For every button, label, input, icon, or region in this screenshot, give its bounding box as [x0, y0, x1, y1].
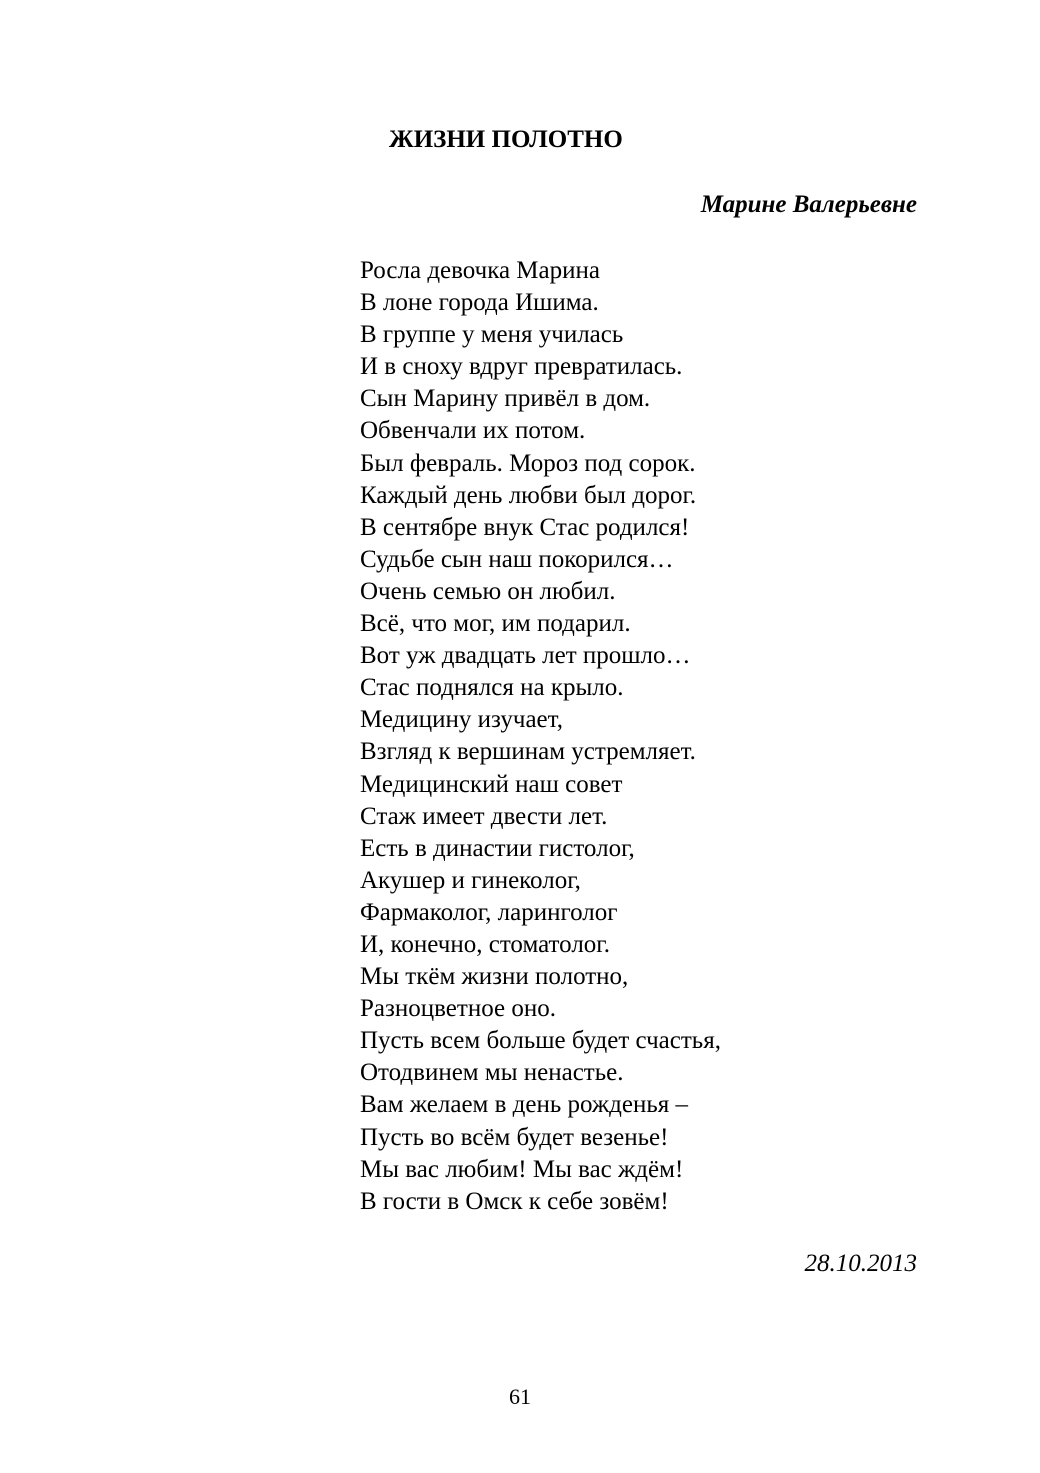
poem-line: Взгляд к вершинам устремляет. [360, 738, 696, 766]
poem-line: Медицину изучает, [360, 706, 563, 734]
poem-line: Акушер и гинеколог, [360, 866, 581, 894]
poem-line: В гости в Омск к себе зовём! [360, 1187, 669, 1215]
poem-line: Мы ткём жизни полотно, [360, 963, 629, 991]
poem-line: Обвенчали их потом. [360, 417, 586, 445]
poem-title: ЖИЗНИ ПОЛОТНО [389, 126, 623, 153]
poem-line: Пусть во всём будет везенье! [360, 1123, 669, 1151]
poem-line: Вот уж двадцать лет прошло… [360, 642, 691, 670]
poem-line: Стаж имеет двести лет. [360, 802, 608, 830]
poem-line: Фармаколог, ларинголог [360, 898, 618, 926]
poem-line: Мы вас любим! Мы вас ждём! [360, 1155, 684, 1183]
poem-line: И в сноху вдруг превратилась. [360, 353, 683, 381]
poem-line: В группе у меня училась [360, 321, 624, 349]
poem-date: 28.10.2013 [804, 1250, 917, 1277]
poem-line: Стас поднялся на крыло. [360, 674, 624, 702]
poem-line: Медицинский наш совет [360, 770, 623, 798]
poem-line: Есть в династии гистолог, [360, 834, 635, 862]
poem-line: В сентябре внук Стас родился! [360, 513, 690, 541]
poem-line: Пусть всем больше будет счастья, [360, 1027, 721, 1055]
poem-line: И, конечно, стоматолог. [360, 930, 610, 958]
poem-line: Разноцветное оно. [360, 995, 556, 1023]
poem-line: Был февраль. Мороз под сорок. [360, 449, 696, 477]
poem-dedication: Марине Валерьевне [700, 191, 917, 218]
poem-line: Очень семью он любил. [360, 577, 616, 605]
poem-line: Сын Марину привёл в дом. [360, 385, 651, 413]
page-number: 61 [509, 1384, 531, 1409]
poem-body [360, 255, 721, 1218]
poem-line: Росла девочка Марина [360, 257, 600, 284]
poem-line: В лоне города Ишима. [360, 289, 599, 317]
poem-line: Вам желаем в день рожденья – [360, 1091, 689, 1119]
poem-line: Каждый день любви был дорог. [360, 481, 697, 509]
poem-line: Судьбе сын наш покорился… [360, 545, 674, 573]
poem-line: Отодвинем мы ненастье. [360, 1059, 624, 1087]
poem-line: Всё, что мог, им подарил. [360, 610, 631, 638]
